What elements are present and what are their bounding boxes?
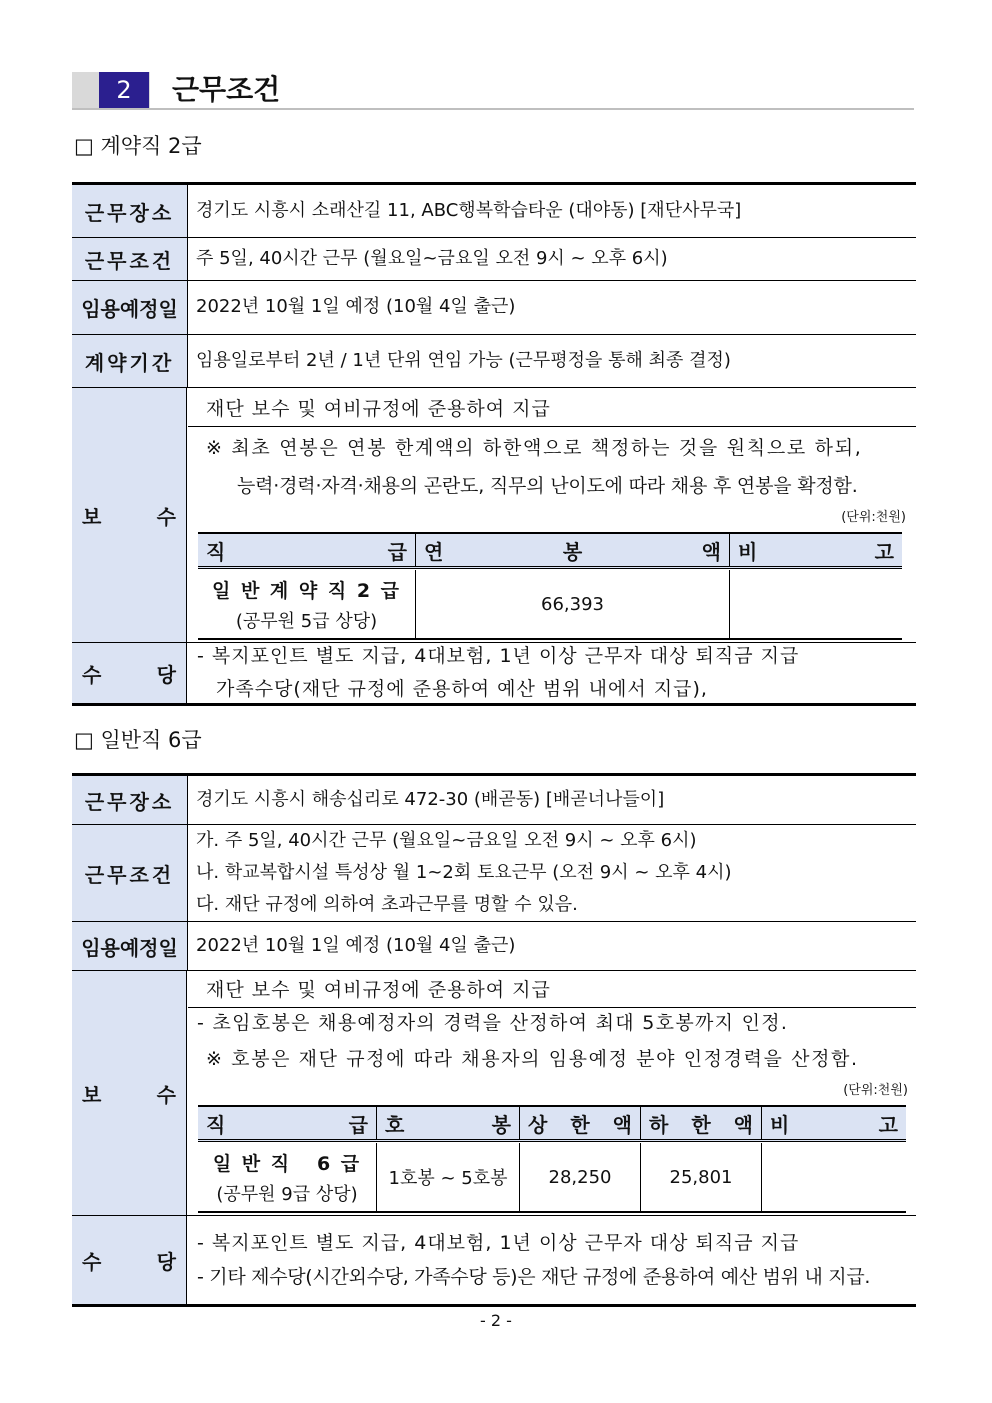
contract-appointment-label: 임용예정일 [72,281,188,334]
general-heading: □ 일반직 6급 [74,728,202,752]
general-th-step: 호 봉 [376,1107,519,1139]
general-pay-label-2: 수 [156,1082,176,1107]
general-th-upper: 상 한 액 [519,1107,640,1139]
contract-workplace: 경기도 시흥시 소래산길 11, ABC행복학습타운 (대야동) [재단사무국] [196,200,742,221]
contract-period-label: 계약기간 [72,335,188,387]
general-allowance-line2: - 기타 제수당(시간외수당, 가족수당 등)은 재단 규정에 준용하여 예산 범위 내 지급. [197,1266,871,1288]
contract-grade: 일 반 계 약 직 2 급 [211,579,402,602]
contract-grade-note: (공무원 5급 상당) [235,610,378,632]
contract-remark [729,570,902,638]
general-condition-3: 다. 재단 규정에 의하여 초과근무를 명할 수 있음. [196,894,578,915]
general-row-conditions [72,824,916,921]
contract-row-pay [72,387,916,642]
general-conditions [188,825,916,921]
contract-conditions: 주 5일, 40시간 근무 (월요일~금요일 오전 9시 ~ 오후 6시) [196,248,668,269]
contract-row-conditions [72,237,916,280]
contract-workplace-label: 근무장소 [72,185,188,237]
section-heading: 근무조건 [172,73,281,106]
general-row-appointment [72,921,916,970]
general-th-grade: 직 급 [206,1112,368,1137]
contract-row-appointment [72,280,916,334]
general-row-allowance [72,1215,916,1304]
contract-heading: □ 계약직 2급 [74,134,202,158]
contract-allowance-label-2: 당 [156,662,176,687]
general-th-remark: 비 고 [761,1107,906,1139]
general-step-value: 1호봉 ~ 5호봉 [376,1143,519,1211]
contract-salary-row [198,570,902,638]
general-upper-value: 28,250 [519,1143,640,1211]
contract-grade-cell [198,570,415,638]
contract-salary-header [198,534,902,569]
contract-pay-line3: 능력·경력·자격·채용의 곤란도, 직무의 난이도에 따라 채용 후 연봉을 확정함. [237,475,858,497]
general-allowance-line1: - 복지포인트 별도 지급, 4대보험, 1년 이상 근무자 대상 퇴직금 지급 [197,1232,800,1254]
general-grade-cell [198,1143,376,1211]
general-row-pay [72,970,916,1215]
contract-th-grade: 직 급 [206,539,407,564]
contract-th-salary: 연 봉 액 [415,534,729,566]
general-condition-1: 가. 주 5일, 40시간 근무 (월요일~금요일 오전 9시 ~ 오후 6시) [196,830,697,851]
section-title [72,70,914,110]
contract-unit: (단위:천원) [841,510,906,525]
general-appointment-label: 임용예정일 [72,922,188,970]
general-appointment: 2022년 10월 1일 예정 (10월 4일 출근) [196,935,516,956]
contract-appointment: 2022년 10월 1일 예정 (10월 4일 출근) [196,296,516,317]
contract-pay-label-1: 보 [82,504,102,529]
contract-allowance-line2: 가족수당(재단 규정에 준용하여 예산 범위 내에서 지급), [216,678,708,700]
general-pay-line2: - 초임호봉은 채용예정자의 경력을 산정하여 최대 5호봉까지 인정. [197,1012,789,1034]
general-conditions-label: 근무조건 [72,825,188,921]
contract-row-allowance [72,642,916,703]
general-workplace: 경기도 시흥시 해송십리로 472-30 (배곧동) [배곧너나들이] [196,789,665,810]
general-workplace-label: 근무장소 [72,776,188,824]
contract-row-period [72,334,916,387]
general-unit: (단위:천원) [843,1083,908,1098]
contract-allowance-label [72,643,187,703]
contract-row-workplace [72,185,916,237]
contract-pay-divider [188,426,916,427]
general-allowance-label-2: 당 [156,1249,176,1274]
general-table [72,773,916,1307]
general-remark [761,1143,906,1211]
section-number: 2 [99,72,149,108]
general-allowance-label [72,1216,187,1304]
general-pay-line3: ※ 호봉은 재단 규정에 따라 채용자의 임용예정 분야 인정경력을 산정함. [206,1048,859,1070]
contract-period: 임용일로부터 2년 / 1년 단위 연임 가능 (근무평정을 통해 최종 결정) [196,350,731,371]
general-lower-value: 25,801 [640,1143,761,1211]
general-salary-header [198,1107,906,1142]
contract-table [72,182,916,706]
contract-salary-value: 66,393 [415,570,729,638]
contract-pay-line2: ※ 최초 연봉은 연봉 한계액의 하한액으로 책정하는 것을 원칙으로 하되, [206,437,863,459]
general-pay-line1: 재단 보수 및 여비규정에 준용하여 지급 [206,979,551,1001]
contract-conditions-label: 근무조건 [72,238,188,280]
general-pay-label-1: 보 [82,1082,102,1107]
general-allowance-label-1: 수 [82,1249,102,1274]
contract-salary-table [198,532,902,640]
general-th-lower: 하 한 액 [640,1107,761,1139]
general-salary-table [198,1105,906,1213]
contract-pay-label [72,388,187,642]
page-number: - 2 - [480,1311,512,1330]
contract-th-remark: 비 고 [729,534,902,566]
section-number-box [72,72,150,108]
general-pay-label [72,971,187,1215]
contract-allowance-line1: - 복지포인트 별도 지급, 4대보험, 1년 이상 근무자 대상 퇴직금 지급 [197,645,800,667]
contract-pay-label-2: 수 [156,504,176,529]
general-grade-note: (공무원 9급 상당) [216,1183,358,1205]
section-rule [72,108,914,110]
contract-pay-line1: 재단 보수 및 여비규정에 준용하여 지급 [206,398,551,420]
general-row-workplace [72,776,916,824]
general-salary-row [198,1143,906,1211]
general-condition-2: 나. 학교복합시설 특성상 월 1~2회 토요근무 (오전 9시 ~ 오후 4시) [196,862,732,883]
general-grade: 일 반 직 6 급 [212,1152,362,1175]
contract-allowance-label-1: 수 [82,662,102,687]
